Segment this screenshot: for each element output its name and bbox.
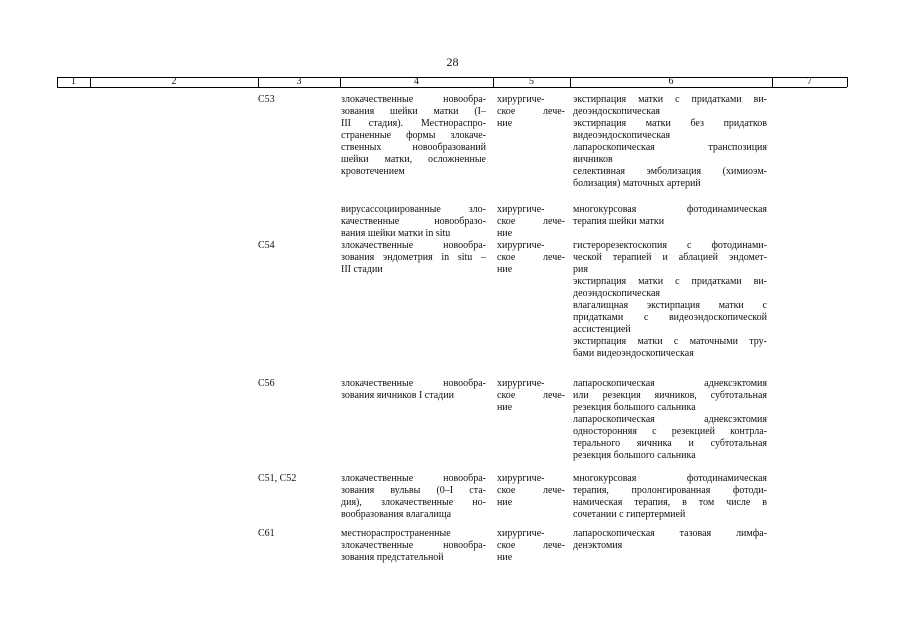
method-cell bbox=[573, 378, 767, 414]
cell-line: лапароскопическая тазовая лимфа- bbox=[573, 528, 767, 539]
treatment-cell bbox=[497, 204, 565, 240]
cell-line: экстирпация матки без придатков bbox=[573, 118, 767, 129]
cell-line: вания шейки матки in situ bbox=[341, 228, 451, 239]
cell-line: бами видеоэндоскопическая bbox=[573, 348, 694, 359]
cell-line: многокурсовая фотодинамическая bbox=[573, 204, 767, 215]
cell-line: хирургиче- bbox=[497, 204, 545, 215]
cell-line: злокачественные новообра- bbox=[341, 240, 486, 251]
cell-line: односторонняя с резекцией контрла- bbox=[573, 426, 767, 437]
cell-line: многокурсовая фотодинамическая bbox=[573, 473, 767, 484]
cell-line: лапароскопическая аднексэктомия bbox=[573, 378, 767, 389]
row-code: C53 bbox=[258, 94, 275, 105]
column-divider bbox=[847, 77, 848, 87]
method-cell bbox=[573, 118, 767, 142]
cell-line: экстирпация матки с маточными тру- bbox=[573, 336, 767, 347]
cell-line: яичников bbox=[573, 154, 613, 165]
cell-line: лапароскопическая аднексэктомия bbox=[573, 414, 767, 425]
cell-line: придатками с видеоэндоскопической bbox=[573, 312, 767, 323]
column-header-6: 6 bbox=[668, 76, 674, 87]
method-cell bbox=[573, 240, 767, 276]
cell-line: селективная эмболизация (химиоэм- bbox=[573, 166, 767, 177]
cell-line: терапия, пролонгированная фотоди- bbox=[573, 485, 767, 496]
cell-line: злокачественные новообра- bbox=[341, 473, 486, 484]
method-cell bbox=[573, 204, 767, 228]
cell-line: экстирпация матки с придатками ви- bbox=[573, 94, 767, 105]
treatment-cell bbox=[497, 473, 565, 509]
diagnosis-cell bbox=[341, 473, 486, 521]
cell-line: дия), злокачественные но- bbox=[341, 497, 486, 508]
row-code: C56 bbox=[258, 378, 275, 389]
cell-line: деоэндоскопическая bbox=[573, 106, 661, 117]
cell-line: денэктомия bbox=[573, 540, 623, 551]
diagnosis-cell bbox=[341, 528, 486, 564]
cell-line: хирургиче- bbox=[497, 528, 545, 539]
method-cell bbox=[573, 94, 767, 118]
cell-line: терапия шейки матки bbox=[573, 216, 665, 227]
cell-line: вирусассоциированные зло- bbox=[341, 204, 486, 215]
column-header-1: 1 bbox=[71, 76, 76, 87]
cell-line: хирургиче- bbox=[497, 473, 545, 484]
treatment-cell bbox=[497, 240, 565, 276]
column-header-3: 3 bbox=[296, 76, 302, 87]
column-header-5: 5 bbox=[529, 76, 534, 87]
cell-line: качественные новообразо- bbox=[341, 216, 486, 227]
cell-line: III стадия). Местнораспро- bbox=[341, 118, 486, 129]
method-cell bbox=[573, 528, 767, 552]
page-number: 28 bbox=[446, 55, 459, 69]
cell-line: намическая терапия, в том числе в bbox=[573, 497, 767, 508]
cell-line: зования шейки матки (I– bbox=[341, 106, 486, 117]
cell-line: экстирпация матки с придатками ви- bbox=[573, 276, 767, 287]
cell-line: влагалищная экстирпация матки с bbox=[573, 300, 767, 311]
cell-line: зования яичников I стадии bbox=[341, 390, 454, 401]
cell-line: ческой терапией и аблацией эндомет- bbox=[573, 252, 767, 263]
cell-line: ское лече- bbox=[497, 216, 565, 227]
column-header-7: 7 bbox=[807, 76, 812, 87]
cell-line: болизация) маточных артерий bbox=[573, 178, 701, 189]
method-cell bbox=[573, 300, 767, 336]
cell-line: злокачественные новообра- bbox=[341, 540, 486, 551]
cell-line: деоэндоскопическая bbox=[573, 288, 661, 299]
cell-line: ние bbox=[497, 552, 513, 563]
cell-line: злокачественные новообра- bbox=[341, 94, 486, 105]
treatment-cell bbox=[497, 528, 565, 564]
diagnosis-cell bbox=[341, 204, 486, 240]
cell-line: терального яичника и субтотальная bbox=[573, 438, 767, 449]
cell-line: шейки матки, осложненные bbox=[341, 154, 486, 165]
cell-line: резекция большого сальника bbox=[573, 450, 696, 461]
treatment-cell bbox=[497, 378, 565, 414]
cell-line: гистерорезектоскопия с фотодинами- bbox=[573, 240, 767, 251]
cell-line: хирургиче- bbox=[497, 94, 545, 105]
cell-line: ассистенцией bbox=[573, 324, 631, 335]
cell-line: ское лече- bbox=[497, 485, 565, 496]
cell-line: ское лече- bbox=[497, 252, 565, 263]
column-header-4: 4 bbox=[414, 76, 419, 87]
cell-line: лапароскопическая транспозиция bbox=[573, 142, 767, 153]
cell-line: ское лече- bbox=[497, 106, 565, 117]
row-code: C51, C52 bbox=[258, 473, 297, 484]
method-cell bbox=[573, 336, 767, 360]
method-cell bbox=[573, 142, 767, 166]
cell-line: ние bbox=[497, 402, 513, 413]
cell-line: видеоэндоскопическая bbox=[573, 130, 671, 141]
diagnosis-cell bbox=[341, 94, 486, 178]
method-cell bbox=[573, 414, 767, 462]
cell-line: ние bbox=[497, 228, 513, 239]
cell-line: рия bbox=[573, 264, 588, 275]
method-cell bbox=[573, 166, 767, 190]
column-header-2: 2 bbox=[171, 76, 177, 87]
cell-line: резекция большого сальника bbox=[573, 402, 696, 413]
cell-line: страненные формы злокаче- bbox=[341, 130, 486, 141]
row-code: C54 bbox=[258, 240, 275, 251]
cell-line: кровотечением bbox=[341, 166, 405, 177]
method-cell bbox=[573, 473, 767, 521]
cell-line: ние bbox=[497, 264, 513, 275]
row-code: C61 bbox=[258, 528, 275, 539]
cell-line: сочетании с гипертермией bbox=[573, 509, 686, 520]
cell-line: ское лече- bbox=[497, 540, 565, 551]
cell-line: злокачественные новообра- bbox=[341, 378, 486, 389]
cell-line: зования эндометрия in situ – bbox=[341, 252, 486, 263]
method-cell bbox=[573, 276, 767, 300]
cell-line: хирургиче- bbox=[497, 378, 545, 389]
cell-line: хирургиче- bbox=[497, 240, 545, 251]
cell-line: или резекция яичников, субтотальная bbox=[573, 390, 767, 401]
treatment-cell bbox=[497, 94, 565, 130]
diagnosis-cell bbox=[341, 378, 486, 402]
cell-line: ние bbox=[497, 118, 513, 129]
cell-line: местнораспространенные bbox=[341, 528, 451, 539]
cell-line: ское лече- bbox=[497, 390, 565, 401]
cell-line: ние bbox=[497, 497, 513, 508]
cell-line: зования вульвы (0–I ста- bbox=[341, 485, 486, 496]
diagnosis-cell bbox=[341, 240, 486, 276]
cell-line: ственных новообразований bbox=[341, 142, 486, 153]
cell-line: вообразования влагалища bbox=[341, 509, 452, 520]
cell-line: III стадии bbox=[341, 264, 383, 275]
cell-line: зования предстательной bbox=[341, 552, 444, 563]
